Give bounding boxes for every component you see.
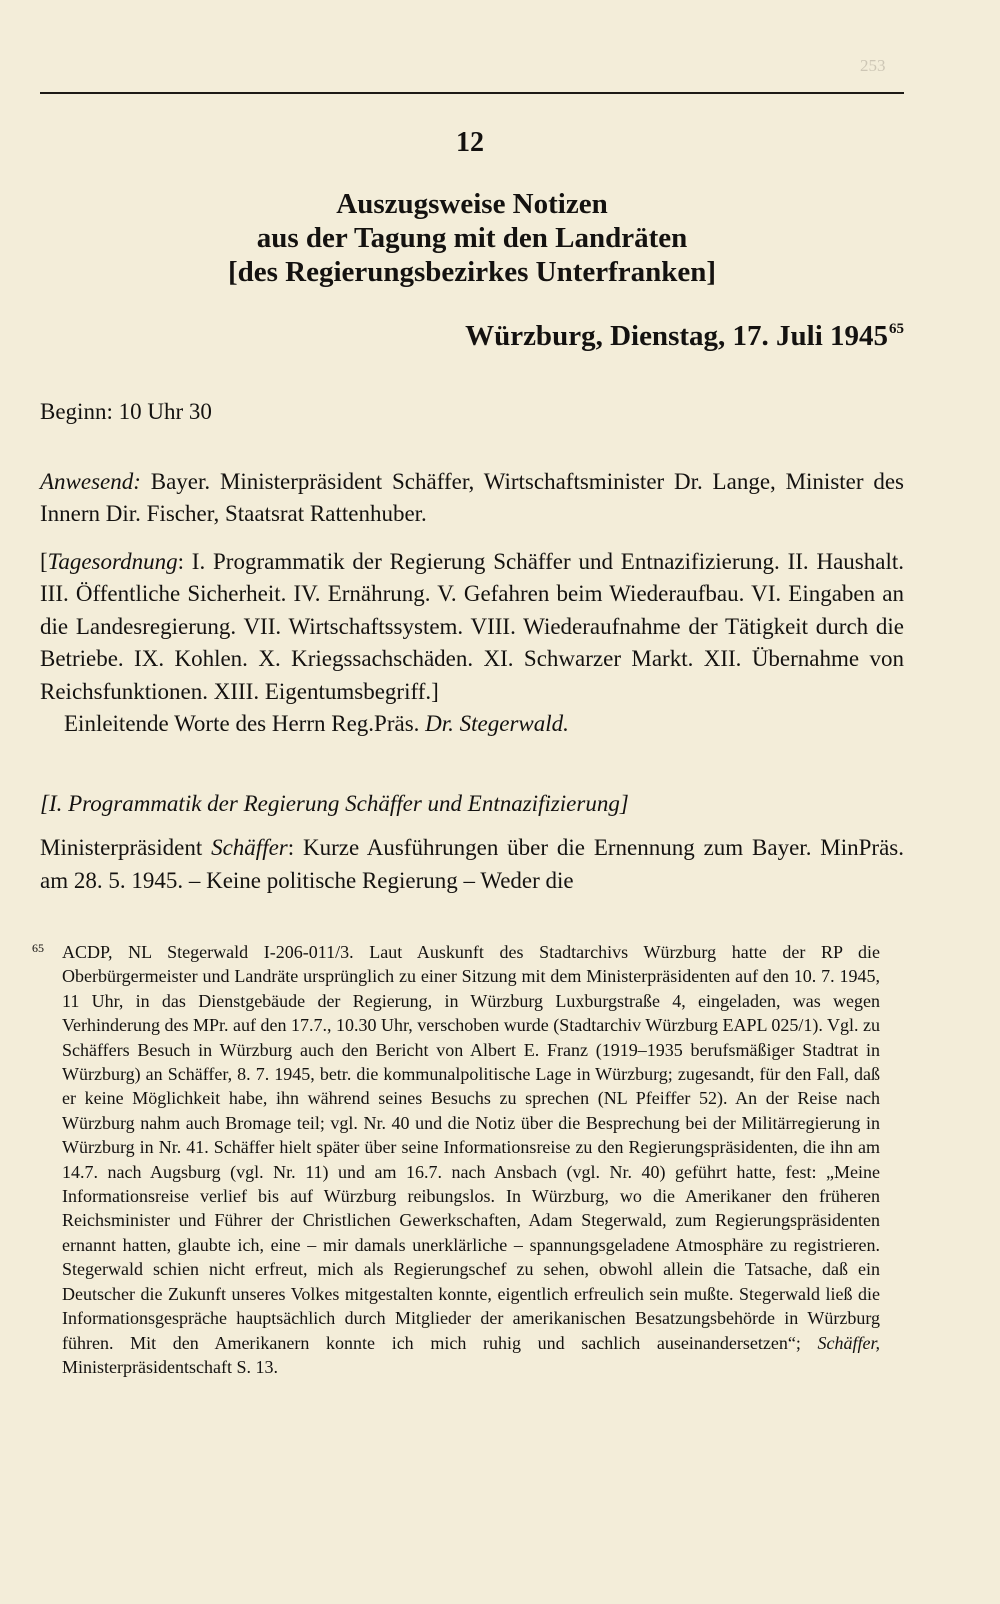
header-rule [40,92,904,94]
footnote-reference: 65 [889,321,904,337]
agenda-bracket: [ [40,549,48,574]
begin-text: Beginn: 10 Uhr 30 [40,399,212,424]
section-heading [40,788,904,820]
footnote-body: ACDP, NL Stegerwald I-206-011/3. Laut Auskunft des Stadtarchivs Würzburg hatte der RP die Oberbürgermeister und Landräte ursprünglich zu einer Sitzung mit dem Ministerpräsidenten auf den 10. 7. 1945, 11 Uhr, in das Dienstgebäude der Regierung, in Würzburg Luxburgstraße 4, eingeladen, was wegen Verhinderung des MPr. auf den 17.7., 10.30 Uhr, verschoben wurde (Stadtarchiv Würzburg EAPL 025/1). Vgl. zu Schäffers Besuch in Würzburg auch den Bericht von Albert E. Franz (1919–1935 berufsmäßiger Stadtrat in Würzburg) an Schäffer, 8. 7. 1945, betr. die kommunalpolitische Lage in Würzburg; zugesandt, für den Fall, daß er keine Möglichkeit habe, ihn während seines Besuchs zu sprechen (NL Pfeiffer 52). An der Reise nach Würzburg nahm auch Bromage teil; vgl. Nr. 40 und die Notiz über die Besprechung bei der Militärregierung in Würzburg in Nr. 41. Schäffer hielt später über seine Informationsreise zu den Regierungspräsidenten, die ihn am 14.7. nach Augsburg (vgl. Nr. 11) und am 16.7. nach Ansbach (vgl. Nr. 40) geführt hatte, fest: „Meine Informationsreise verlief bis auf Würzburg reibungslos. In Würzburg, wo die Amerikaner den früheren Reichsminister und Führer der Christlichen Gewerkschaften, Adam Stegerwald, zum Regierungspräsidenten ernannt hatten, glaubte ich, eine – mir damals unerklärliche – spannungsgeladene Atmosphäre zu registrieren. Stegerwald schien nicht erfreut, mich als Regierungschef zu sehen, obwohl allein die Tatsache, daß ein Deutscher die Zukunft unseres Volkes mitgestalten konnte, eigentlich erfreulich sein mußte. Stegerwald ließ die Informationsgespräche hauptsächlich durch Mitglieder der amerikanischen Besatzungsbehörde in Würzburg führen. Mit den Amerikanern konnte ich mich ruhig und sachlich auseinandersetzen“; [62,942,880,1353]
running-header [0,56,1000,80]
document-number: 12 [456,127,484,158]
heading-bracket-close: ] [619,791,629,816]
section-text: : Kurze Ausführungen über die Ernennung zum Bayer. MinPräs. am 28. 5. 1945. – Keine politische Regierung – Weder die [40,835,904,893]
agenda-text: : I. Programmatik der Regierung Schäffer und Entnazifizierung. II. Haushalt. III. Öffentliche Sicherheit. IV. Ernährung. V. Gefahren beim Wiederaufbau. VI. Eingaben an die Landesregierung. VII. Wirtschaftssystem. VIII. Wiederaufnahme der Tätigkeit durch die Betriebe. IX. Kohlen. X. Kriegssachschäden. XI. Schwarzer Markt. XII. Übernahme von Reichsfunktionen. XIII. Eigentumsbegriff.] [40,549,904,704]
intro-name: Dr. Stegerwald. [425,711,569,737]
place-date-text: Würzburg, Dienstag, 17. Juli 1945 [465,320,888,352]
footnote-author: Schäffer, [817,1332,880,1353]
title-line-1: Auszugsweise Notizen [336,188,608,220]
attendees-text: Bayer. Ministerpräsident Schäffer, Wirtschaftsminister Dr. Lange, Minister des Innern Dir. Fischer, Staatsrat Rattenhuber. [40,469,904,527]
title-line-3: [des Regierungsbezirkes Unterfranken] [227,256,717,288]
page-number: 253 [860,56,886,75]
speaker-title: Ministerpräsident [40,835,212,861]
heading-text: I. Programmatik der Regierung Schäffer und Entnazifizierung [48,791,620,816]
intro-text: Einleitende Worte des Herrn Reg.Präs. [64,711,426,737]
place-date [465,320,904,353]
heading-bracket-open: [ [40,791,49,816]
footnote [32,940,880,1379]
begin-time [40,396,904,428]
title-line-2: aus der Tagung mit den Landräten [256,222,688,254]
agenda-label: Tagesordnung [47,549,178,574]
section-1 [40,788,904,897]
agenda-paragraph [40,546,904,740]
footnote-source: Ministerpräsidentschaft S. 13. [62,1356,278,1377]
footnote-mark: 65 [32,941,44,955]
attendees-label: Anwesend: [40,469,141,494]
speaker-name: Schäffer [211,835,288,861]
footnote-text [40,940,880,1379]
document-title [40,187,904,289]
attendees-paragraph [40,466,904,531]
